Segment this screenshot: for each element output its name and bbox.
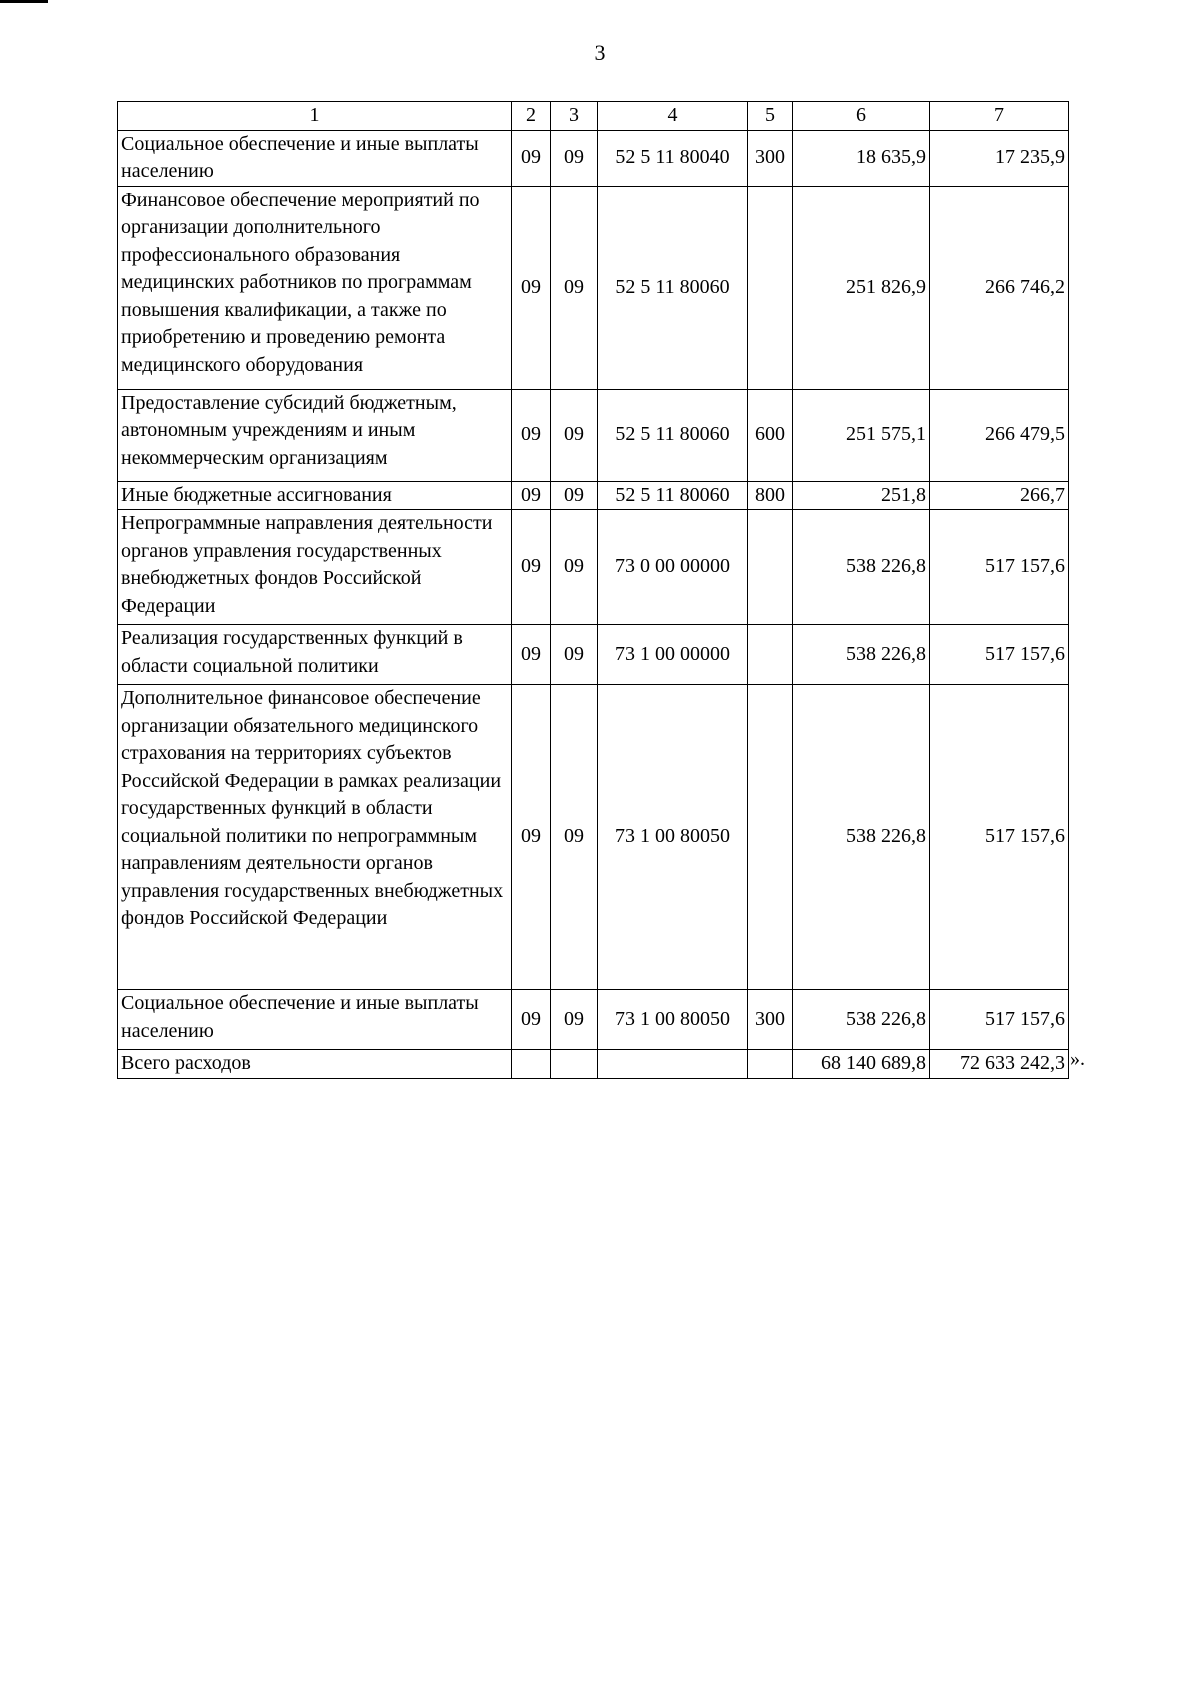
- row-subsection: 09: [551, 685, 598, 990]
- row-subsection: 09: [551, 186, 598, 389]
- column-header-2: 2: [512, 102, 551, 131]
- total-label: Всего расходов: [118, 1050, 512, 1079]
- column-header-4: 4: [598, 102, 748, 131]
- row-amount-col6: 538 226,8: [793, 625, 930, 685]
- row-target-code: 52 5 11 80060: [598, 389, 748, 481]
- row-name: Иные бюджетные ассигнования: [118, 481, 512, 510]
- table-row: [118, 186, 1069, 389]
- row-target-code: 52 5 11 80060: [598, 186, 748, 389]
- row-amount-col6: 251 826,9: [793, 186, 930, 389]
- row-amount-col7: 266,7: [930, 481, 1069, 510]
- table-body: [118, 102, 1069, 1079]
- total-amount-col7: 72 633 242,3: [930, 1050, 1069, 1079]
- row-section: 09: [512, 186, 551, 389]
- column-header-6: 6: [793, 102, 930, 131]
- column-header-5: 5: [748, 102, 793, 131]
- row-target-code: 73 1 00 80050: [598, 685, 748, 990]
- row-expense-type: 300: [748, 130, 793, 186]
- row-section: 09: [512, 130, 551, 186]
- row-target-code: 52 5 11 80060: [598, 481, 748, 510]
- total-empty-cell: [551, 1050, 598, 1079]
- row-amount-col7: 517 157,6: [930, 990, 1069, 1050]
- row-expense-type: [748, 685, 793, 990]
- row-name: Дополнительное финансовое обеспечение организации обязательного медицинского страхования на территориях субъектов Российской Федерации в рамках реализации государственных функций в области социальной политики по непрограммным направлениям деятельности органов управления государственных внебюджетных фондов Российской Федерации: [118, 685, 512, 990]
- row-amount-col7: 266 479,5: [930, 389, 1069, 481]
- row-amount-col6: 538 226,8: [793, 510, 930, 625]
- row-target-code: 73 1 00 00000: [598, 625, 748, 685]
- table-row: [118, 389, 1069, 481]
- row-amount-col7: 266 746,2: [930, 186, 1069, 389]
- row-amount-col6: 251 575,1: [793, 389, 930, 481]
- row-section: 09: [512, 990, 551, 1050]
- table-row: [118, 510, 1069, 625]
- row-amount-col6: 538 226,8: [793, 685, 930, 990]
- total-empty-cell: [598, 1050, 748, 1079]
- row-section: 09: [512, 685, 551, 990]
- row-section: 09: [512, 510, 551, 625]
- row-section: 09: [512, 389, 551, 481]
- total-row: [118, 1050, 1069, 1079]
- row-expense-type: 800: [748, 481, 793, 510]
- row-subsection: 09: [551, 481, 598, 510]
- row-name: Непрограммные направления деятельности органов управления государственных внебюджетных фондов Российской Федерации: [118, 510, 512, 625]
- table-row: [118, 990, 1069, 1050]
- row-amount-col6: 18 635,9: [793, 130, 930, 186]
- header-row: [118, 102, 1069, 131]
- column-header-1: 1: [118, 102, 512, 131]
- row-expense-type: 600: [748, 389, 793, 481]
- row-name: Социальное обеспечение и иные выплаты населению: [118, 130, 512, 186]
- row-expense-type: [748, 625, 793, 685]
- row-target-code: 73 0 00 00000: [598, 510, 748, 625]
- table-row: [118, 130, 1069, 186]
- total-empty-cell: [512, 1050, 551, 1079]
- scan-edge-mark: [0, 0, 48, 3]
- row-amount-col7: 517 157,6: [930, 625, 1069, 685]
- row-expense-type: [748, 186, 793, 389]
- table-row: [118, 481, 1069, 510]
- row-subsection: 09: [551, 389, 598, 481]
- column-header-7: 7: [930, 102, 1069, 131]
- column-header-3: 3: [551, 102, 598, 131]
- row-amount-col6: 251,8: [793, 481, 930, 510]
- row-section: 09: [512, 481, 551, 510]
- row-amount-col6: 538 226,8: [793, 990, 930, 1050]
- table-row: [118, 625, 1069, 685]
- row-name: Социальное обеспечение и иные выплаты населению: [118, 990, 512, 1050]
- row-subsection: 09: [551, 510, 598, 625]
- row-subsection: 09: [551, 990, 598, 1050]
- row-amount-col7: 517 157,6: [930, 510, 1069, 625]
- row-name: Реализация государственных функций в области социальной политики: [118, 625, 512, 685]
- row-expense-type: 300: [748, 990, 793, 1050]
- row-target-code: 52 5 11 80040: [598, 130, 748, 186]
- total-amount-col6: 68 140 689,8: [793, 1050, 930, 1079]
- row-subsection: 09: [551, 130, 598, 186]
- row-section: 09: [512, 625, 551, 685]
- expenditure-table: [117, 101, 1069, 1079]
- row-name: Предоставление субсидий бюджетным, автономным учреждениям и иным некоммерческим организациям: [118, 389, 512, 481]
- total-empty-cell: [748, 1050, 793, 1079]
- row-amount-col7: 17 235,9: [930, 130, 1069, 186]
- row-expense-type: [748, 510, 793, 625]
- table-row: [118, 685, 1069, 990]
- row-target-code: 73 1 00 80050: [598, 990, 748, 1050]
- row-name: Финансовое обеспечение мероприятий по организации дополнительного профессионального образования медицинских работников по программам повышения квалификации, а также по приобретению и проведению ремонта медицинского оборудования: [118, 186, 512, 389]
- page-number: 3: [594, 40, 606, 65]
- row-subsection: 09: [551, 625, 598, 685]
- closing-quote-mark: ».: [1070, 1048, 1085, 1070]
- row-amount-col7: 517 157,6: [930, 685, 1069, 990]
